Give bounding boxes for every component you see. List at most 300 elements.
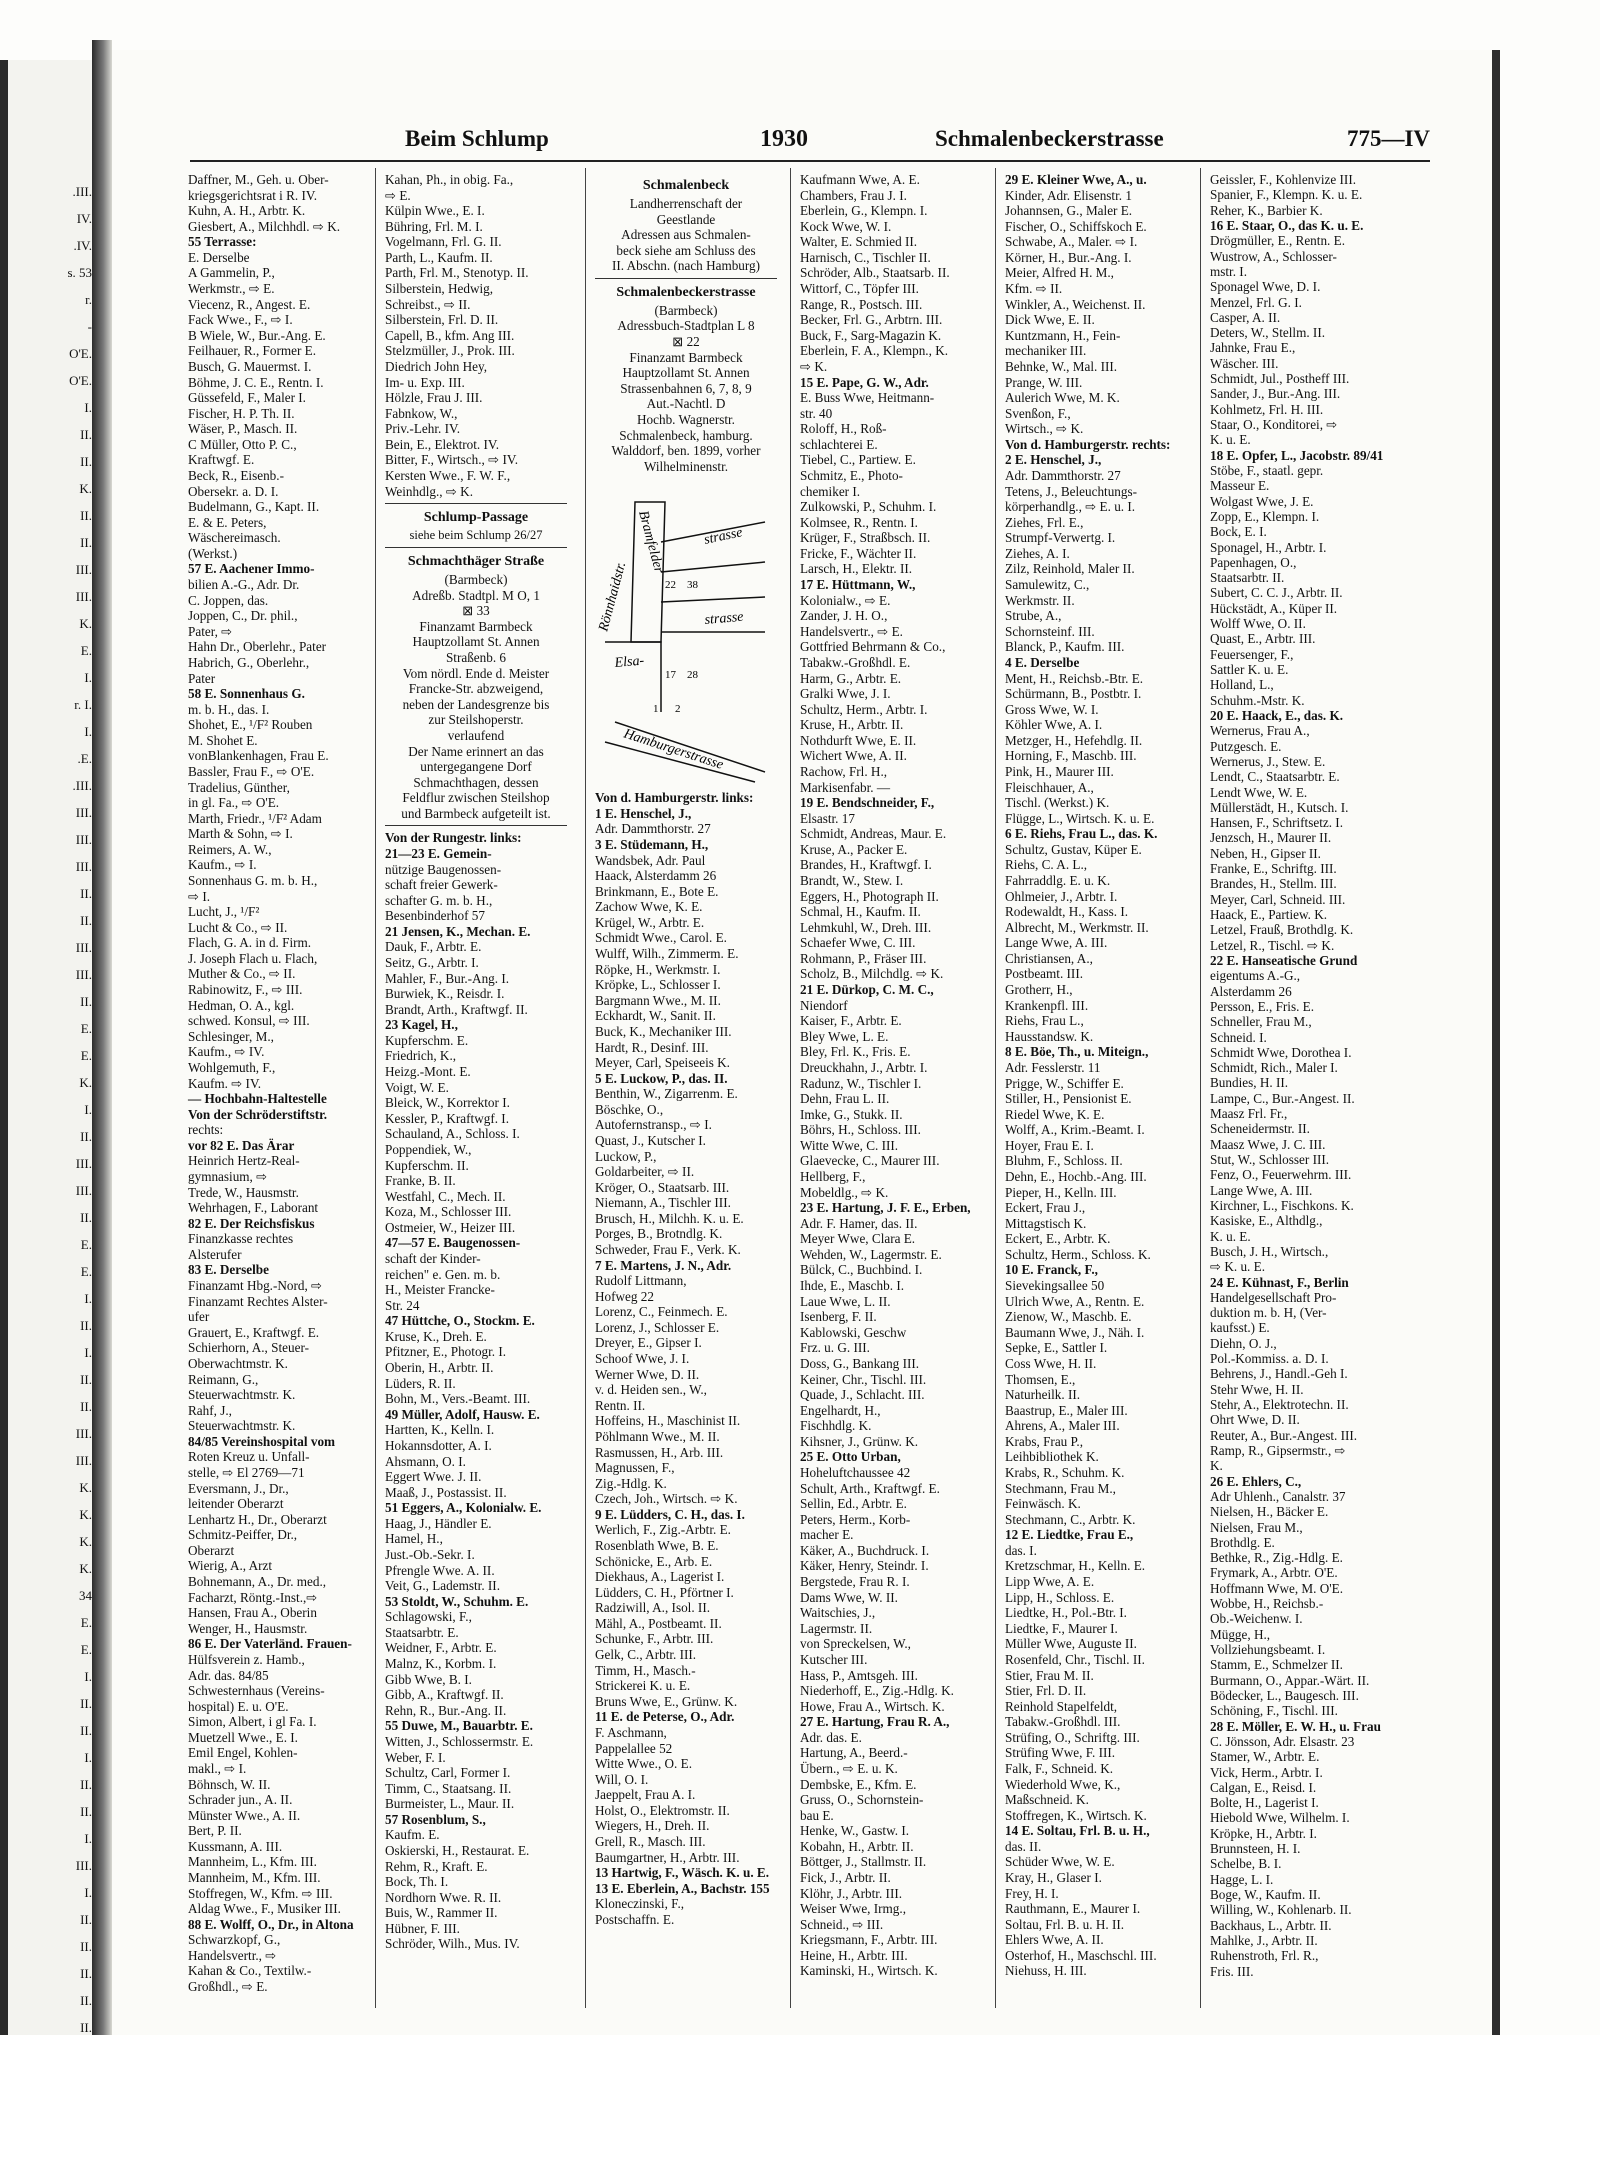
directory-entry: Schwesternhaus (Vereins- (188, 1683, 325, 1699)
directory-entry: kaufsst.) E. (1210, 1320, 1270, 1336)
directory-entry: Dreyer, E., Gipser I. (595, 1335, 702, 1351)
directory-entry: Niemann, A., Tischler III. (595, 1195, 731, 1211)
directory-entry: vonBlankenhagen, Frau E. (188, 748, 329, 764)
directory-entry: Seitz, G., Arbtr. I. (385, 955, 479, 971)
directory-entry: Bundies, H. II. (1210, 1075, 1289, 1091)
directory-entry: Oberin, H., Arbtr. II. (385, 1360, 494, 1376)
directory-entry: Brandes, H., Kraftwgf. I. (800, 857, 932, 873)
directory-entry: Kaiser, F., Arbtr. E. (800, 1013, 902, 1029)
directory-entry: Hübner, F. III. (385, 1920, 460, 1936)
directory-entry: Wenger, H., Hausmstr. (188, 1620, 308, 1636)
left-page-fragment: .III. (72, 184, 92, 199)
directory-entry: Schreibst., ⇨ II. (385, 296, 471, 312)
directory-entry: A Gammelin, P., (188, 265, 275, 281)
directory-entry: 18 E. Opfer, L., Jacobstr. 89/41 (1210, 447, 1384, 463)
directory-entry: Schweder, Frau F., Verk. K. (595, 1242, 741, 1258)
left-page-fragment: III. (75, 967, 92, 982)
directory-entry: Casper, A. II. (1210, 309, 1281, 325)
directory-entry: Gruss, O., Schornstein- (800, 1792, 924, 1808)
directory-entry: Köhler Wwe, A. I. (1005, 717, 1103, 733)
directory-entry: 53 Stoldt, W., Schuhm. E. (385, 1593, 529, 1609)
street-description-line: Feldflur zwischen Steilshop (402, 790, 550, 806)
passage-text: siehe beim Schlump 26/27 (409, 528, 543, 543)
directory-entry: Chambers, Frau J. I. (800, 187, 907, 203)
directory-entry: Diehn, O. J., (1210, 1335, 1277, 1351)
directory-entry: Hamel, H., (385, 1531, 443, 1547)
directory-entry: Bitter, F., Wirtsch., ⇨ IV. (385, 452, 518, 468)
directory-entry: Staar, O., Konditorei, ⇨ (1210, 417, 1338, 432)
directory-entry: Wulff, Wilh., Zimmerm. E. (595, 946, 739, 962)
directory-entry: Niederhoff, E., Zig.-Hdlg. K. (800, 1683, 954, 1699)
directory-entry: Gross Wwe, W. I. (1005, 701, 1099, 717)
directory-entry: Muetzell Wwe., E. I. (188, 1729, 298, 1745)
directory-entry: Schlagowski, F., (385, 1609, 472, 1625)
directory-entry: 55 Terrasse: (188, 234, 257, 250)
directory-entry: Wiegers, H., Dreh. II. (595, 1818, 710, 1834)
directory-entry: Zachow Wwe, K. E. (595, 899, 703, 915)
directory-entry: Svenßon, F., (1005, 405, 1071, 421)
directory-entry: Kruse, A., Packer E. (800, 841, 908, 857)
directory-entry: Wierig, A., Arzt (188, 1558, 273, 1574)
left-page-fragment: II. (80, 913, 92, 928)
directory-entry: Werlich, F., Zig.-Arbtr. E. (595, 1522, 731, 1538)
directory-entry: Bethke, R., Zig.-Hdlg. E. (1210, 1550, 1343, 1566)
street-description-line: Wilhelminenstr. (643, 458, 729, 474)
directory-entry: Feuersenger, F., (1210, 646, 1294, 662)
directory-entry: Kaufm. ⇨ IV. (188, 1075, 262, 1091)
directory-entry: Brunnsteen, H. I. (1210, 1841, 1301, 1857)
street-description-line: Hauptzollamt St. Annen (622, 365, 750, 381)
directory-entry: Ruhenstroth, Frl. R., (1210, 1948, 1319, 1964)
left-page-fragment: E. (80, 1615, 92, 1630)
left-page-fragment: II. (80, 1939, 92, 1954)
directory-entry: 3 E. Stüdemann, H., (595, 836, 709, 852)
directory-entry: K. (1210, 1458, 1223, 1474)
directory-entry: Bühring, Frl. M. I. (385, 218, 483, 234)
directory-entry: Postschaffn. E. (595, 1911, 675, 1927)
street-description-line: Francke-Str. abzweigend, (408, 681, 544, 697)
directory-entry: 21 Jensen, K., Mechan. E. (385, 923, 531, 939)
directory-entry: Walter, E. Schmied II. (800, 234, 918, 250)
directory-entry: Flügge, L., Wirtsch. K. u. E. (1005, 810, 1155, 826)
directory-entry: 12 E. Liedtke, Frau E., (1005, 1527, 1134, 1543)
schmalenbeck-description (595, 196, 777, 274)
directory-entry: Wolff Wwe, O. II. (1210, 616, 1306, 632)
directory-entry: Aldag Wwe., F., Musiker III. (188, 1901, 341, 1917)
directory-entry: Böhme, J. C. E., Rentn. I. (188, 374, 324, 390)
directory-entry: Haag, J., Händler E. (385, 1515, 492, 1531)
street-description-line: neben der Landesgrenze bis (402, 696, 550, 712)
directory-entry: Käker, Henry, Steindr. I. (800, 1558, 929, 1574)
header-street: Schmalenbeckerstrasse (935, 126, 1164, 151)
directory-entry: Pater, ⇨ (188, 623, 233, 639)
directory-entry: Wolgast Wwe, J. E. (1210, 493, 1314, 509)
directory-entry: Mobeldlg., ⇨ K. (800, 1184, 889, 1200)
directory-entry: Schelbe, B. I. (1210, 1856, 1282, 1872)
left-page-fragment: I. (84, 724, 92, 739)
directory-entry: Münster Wwe., A. II. (188, 1807, 301, 1823)
directory-entry: Schornsteinf. III. (1005, 623, 1095, 639)
directory-entry: Quast, J., Kutscher I. (595, 1132, 706, 1148)
map-street-elsa-upper (661, 597, 765, 602)
directory-entry: 8 E. Böe, Th., u. Miteign., (1005, 1044, 1149, 1060)
directory-entry: Kuhn, A. H., Arbtr. K. (188, 203, 306, 219)
directory-entry: Böschke, O., (595, 1101, 664, 1117)
directory-entry: Rauthmann, E., Maurer I. (1005, 1901, 1141, 1917)
directory-entry: Heizg.-Mont. E. (385, 1064, 471, 1080)
directory-entry: Burmann, O., Appar.-Wärt. II. (1210, 1672, 1370, 1688)
left-page-fragment: II. (80, 1777, 92, 1792)
directory-entry: K. u. E. (1210, 432, 1251, 448)
directory-entry: Horning, F., Maschb. III. (1005, 748, 1137, 764)
directory-entry: Zulkowski, P., Schuhm. I. (800, 499, 937, 515)
directory-entry: Reuter, A., Bur.-Angest. III. (1210, 1427, 1358, 1443)
directory-entry: Pater (188, 670, 216, 686)
directory-entry: Leihbibliothek K. (1005, 1449, 1099, 1465)
directory-entry: 84/85 Vereinshospital vom (188, 1433, 336, 1449)
directory-entry: vor 82 E. Das Ärar (188, 1137, 295, 1153)
directory-entry: Wichert Wwe, A. II. (800, 748, 907, 764)
scan-bottom-margin (0, 2035, 1600, 2177)
directory-entry: Drögmüller, E., Rentn. E. (1210, 233, 1345, 249)
left-page-fragment: E. (80, 1642, 92, 1657)
directory-entry: Fick, J., Arbtr. II. (800, 1870, 891, 1886)
left-page-fragment: II. (80, 1993, 92, 2008)
column-4 (800, 172, 982, 2002)
left-page-fragment: K. (79, 1561, 92, 1576)
directory-entry: Letzel, Frauß, Brothdlg. K. (1210, 922, 1354, 938)
directory-entry: Stelzmüller, J., Prok. III. (385, 343, 515, 359)
divider (595, 278, 777, 279)
street-title-schmachthaeger: Schmachthäger Straße (407, 554, 545, 570)
directory-entry: Kaufm. E. (385, 1827, 440, 1843)
directory-entry: Jahnke, Frau E., (1210, 340, 1296, 356)
directory-entry: Koza, M., Schlosser III. (385, 1204, 512, 1220)
directory-entry: Hölzle, Frau J. III. (385, 390, 483, 406)
directory-entry: Gelk, C., Arbtr. III. (595, 1647, 697, 1663)
directory-entry: 21 E. Dürkop, C. M. C., (800, 982, 934, 998)
directory-entry: Grauert, E., Kraftwgf. E. (188, 1324, 320, 1340)
left-page-fragment: II. (80, 1372, 92, 1387)
directory-entry: Goldarbeiter, ⇨ II. (595, 1164, 695, 1180)
directory-entry: Parth, L., Kaufm. II. (385, 249, 493, 265)
left-page-fragment: I. (84, 1669, 92, 1684)
directory-entry: 13 Hartwig, F., Wäsch. K. u. E. (595, 1865, 770, 1881)
directory-entry: Dembske, E., Kfm. E. (800, 1776, 917, 1792)
directory-entry: Wirtsch., ⇨ K. (1005, 421, 1084, 437)
directory-entry: Putzgesch. E. (1210, 738, 1282, 754)
directory-entry: F. Aschmann, (595, 1724, 667, 1740)
left-page-fragment: O'E. (69, 373, 92, 388)
directory-entry: Lipp Wwe, A. E. (1005, 1574, 1095, 1590)
directory-entry: bilien A.-G., Adr. Dr. (188, 577, 300, 593)
directory-entry: Hiebold Wwe, Wilhelm. I. (1210, 1810, 1350, 1826)
directory-entry: Pöhlmann Wwe., M. II. (595, 1428, 720, 1444)
left-page-fragment: s. 53 (67, 265, 92, 280)
directory-entry: Diedrich John Hey, (385, 358, 488, 374)
directory-entry: 25 E. Otto Urban, (800, 1449, 901, 1465)
directory-entry: Samulewitz, C., (1005, 577, 1090, 593)
directory-entry: Großhdl., ⇨ E. (188, 1979, 268, 1995)
directory-entry: Subert, C. C. J., Arbtr. II. (1210, 585, 1343, 601)
directory-entry: Im- u. Exp. III. (385, 374, 465, 390)
directory-entry: Hoffeins, H., Maschinist II. (595, 1413, 741, 1429)
directory-entry: Wernerus, Frau A., (1210, 723, 1310, 739)
directory-entry: Oberwachtmstr. K. (188, 1355, 288, 1371)
directory-entry: Schmidt, Rich., Maler I. (1210, 1060, 1338, 1076)
directory-entry: Schönicke, E., Arb. E. (595, 1553, 713, 1569)
directory-entry: duktion m. b. H, (Ver- (1210, 1305, 1327, 1321)
left-page-edge (0, 60, 92, 2035)
left-page-fragment: II. (80, 535, 92, 550)
directory-entry: Schoof Wwe, J. I. (595, 1351, 690, 1367)
directory-entry: 4 E. Derselbe (1005, 654, 1080, 670)
directory-entry: Poppendiek, W., (385, 1141, 472, 1157)
left-page-fragment: E. (80, 1237, 92, 1252)
directory-entry: Strüfing, O., Schriftg. III. (1005, 1729, 1140, 1745)
directory-entry: Dehn, Frau L. II. (800, 1091, 890, 1107)
left-page-fragment: II. (80, 886, 92, 901)
directory-entry: 9 E. Lüdders, C. H., das. I. (595, 1506, 745, 1522)
directory-entry: Albrecht, M., Werkmstr. II. (1005, 919, 1149, 935)
directory-entry: Thomsen, E., (1005, 1371, 1076, 1387)
left-page-fragment: II. (80, 427, 92, 442)
directory-entry: Ahrens, A., Maler III. (1005, 1418, 1120, 1434)
directory-entry: schwed. Konsul, ⇨ III. (188, 1013, 310, 1029)
street-description-line: Adressen aus Schmalen- (621, 227, 751, 243)
map-number: 22 (665, 579, 676, 592)
directory-entry: Lendt Wwe, W. E. (1210, 784, 1308, 800)
directory-entry: Eversmann, J., Dr., (188, 1480, 289, 1496)
column-rule (375, 168, 376, 2008)
directory-entry: kriegsgerichtsrat i R. IV. (188, 187, 318, 203)
left-page-fragment: K. (79, 1534, 92, 1549)
map-label-2: Rönnhaidstr. (596, 560, 630, 634)
directory-entry: Schüder Wwe, W. E. (1005, 1854, 1115, 1870)
directory-entry: Kihsner, J., Grünw. K. (800, 1433, 919, 1449)
directory-entry: Eckert, E., Arbtr. K. (1005, 1231, 1111, 1247)
directory-entry: Fahrraddlg. E. u. K. (1005, 873, 1111, 889)
directory-entry: Schwarzkopf, G., (188, 1932, 281, 1948)
directory-entry: Persson, E., Fris. E. (1210, 998, 1315, 1014)
directory-entry: Lüdders, C. H., Pförtner I. (595, 1584, 734, 1600)
directory-entry: Marth & Sohn, ⇨ I. (188, 826, 293, 842)
directory-entry: Weidner, F., Arbtr. E. (385, 1640, 497, 1656)
directory-entry: Klöhr, J., Arbtr. III. (800, 1885, 903, 1901)
directory-entry: Fack Wwe., F., ⇨ I. (188, 312, 293, 328)
directory-entry: Hellberg, F., (800, 1169, 866, 1184)
street-description-line: Vom nördl. Ende d. Meister (402, 665, 550, 681)
directory-entry: Eckert, Frau J., (1005, 1200, 1086, 1216)
directory-entry: Krabs, Frau P., (1005, 1433, 1084, 1449)
directory-entry: Ehlers Wwe, A. II. (1005, 1932, 1104, 1948)
directory-entry: Schröder, Alb., Staatsarb. II. (800, 265, 950, 281)
directory-entry: Wehden, W., Lagermstr. E. (800, 1246, 942, 1262)
directory-entry: M. Shohet E. (188, 732, 258, 748)
directory-entry: Niehuss, H. III. (1005, 1963, 1087, 1979)
directory-entry: Hahn Dr., Oberlehr., Pater (188, 639, 327, 655)
directory-entry: Stöbe, F., staatl. gepr. (1210, 462, 1324, 478)
directory-entry: Coss Wwe, H. II. (1005, 1355, 1097, 1371)
directory-entry: Von der Rungestr. links: (385, 830, 522, 846)
directory-entry: Adr. F. Hamer, das. II. (800, 1215, 918, 1231)
directory-entry: Ment, H., Reichsb.-Btr. E. (1005, 670, 1144, 686)
directory-entry: Emil Engel, Kohlen- (188, 1745, 298, 1761)
directory-entry: Schmitz-Peiffer, Dr., (188, 1527, 298, 1543)
street-description-line: und Barmbeck aufgeteilt ist. (401, 805, 551, 821)
left-page-fragment: III. (75, 1426, 92, 1441)
directory-entry: Fabnkow, W., (385, 405, 458, 421)
directory-entry: Strüfing Wwe, F. III. (1005, 1745, 1116, 1761)
street-title-schmalenbeck: Schmalenbeck (642, 178, 730, 193)
directory-entry: Wandsbek, Adr. Paul (595, 852, 706, 868)
directory-entry: Westfahl, C., Mech. II. (385, 1188, 506, 1204)
directory-entry: Calgan, E., Reisd. I. (1210, 1779, 1317, 1795)
directory-entry: Strumpf-Verwertg. I. (1005, 530, 1116, 546)
street-map-drawing (595, 482, 777, 782)
directory-entry: Schult, Arth., Kraftwgf. E. (800, 1480, 940, 1496)
left-page-fragment: II. (80, 994, 92, 1009)
left-page-fragment: E. (80, 643, 92, 658)
directory-entry: Hofweg 22 (595, 1288, 654, 1304)
directory-entry: Schultz, Gustav, Küper E. (1005, 841, 1142, 857)
directory-entry: 83 E. Derselbe (188, 1262, 269, 1278)
column-5 (1005, 172, 1187, 2002)
directory-entry: Kruse, K., Dreh. E. (385, 1328, 487, 1344)
directory-entry: Sievekingsallee 50 (1005, 1278, 1105, 1294)
directory-entry: Lipp, H., Schloss. E. (1005, 1589, 1115, 1605)
directory-entry: Baumann Wwe, J., Näh. I. (1005, 1324, 1145, 1340)
directory-entry: ⇨ E. (385, 187, 411, 203)
directory-entry: Laue Wwe, L. II. (800, 1293, 891, 1309)
directory-entry: Schultz, Carl, Former I. (385, 1765, 511, 1781)
directory-entry: Kloneczinski, F., (595, 1896, 685, 1912)
directory-entry: Papenhagen, O., (1210, 554, 1297, 570)
directory-entry: Jaeppelt, Frau A. I. (595, 1787, 696, 1803)
directory-entry: Radziwill, A., Isol. II. (595, 1600, 711, 1616)
column-3-entries (595, 790, 777, 1927)
directory-entry: Obersekr. a. D. I. (188, 483, 279, 499)
directory-entry: Oskierski, H., Restaurat. E. (385, 1842, 530, 1858)
directory-entry: Wäscher. III. (1210, 355, 1279, 371)
directory-entry: Maßschneid. K. (1005, 1792, 1089, 1808)
directory-entry: Kruse, H., Arbtr. II. (800, 717, 904, 733)
map-street-upper-lower (661, 562, 765, 572)
directory-entry: Weber, F. I. (385, 1749, 446, 1765)
directory-entry: Tradelius, Günther, (188, 779, 290, 795)
directory-entry: 11 E. de Peterse, O., Adr. (595, 1709, 735, 1725)
directory-entry: Schultz, Herm., Arbtr. I. (800, 701, 928, 717)
directory-entry: Krabs, R., Schuhm. K. (1005, 1464, 1125, 1480)
directory-entry: Bassler, Frau F., ⇨ O'E. (188, 763, 315, 779)
directory-entry: Schröder, Wilh., Mus. IV. (385, 1936, 520, 1952)
directory-entry: Adr. Fesslerstr. 11 (1005, 1059, 1101, 1075)
left-page-fragment: II. (80, 1912, 92, 1927)
directory-entry: Porges, B., Brotndlg. K. (595, 1226, 723, 1242)
directory-entry: Lange Wwe, A. III. (1005, 935, 1108, 951)
directory-entry: 6 E. Riehs, Frau L., das. K. (1005, 826, 1158, 842)
directory-entry: das. I. (1005, 1542, 1037, 1558)
directory-entry: Dams Wwe, W. II. (800, 1589, 898, 1605)
directory-entry: Ziehes, Frl. E., (1005, 514, 1084, 530)
directory-entry: Kuntzmann, H., Fein- (1005, 327, 1121, 343)
map-label-4: Elsa- (614, 653, 645, 672)
directory-entry: Strube, A., (1005, 608, 1062, 624)
directory-entry: Ahsmann, O. I. (385, 1453, 466, 1469)
directory-entry: Bohn, M., Vers.-Beamt. III. (385, 1391, 531, 1407)
directory-entry: Schneller, Frau M., (1210, 1014, 1312, 1030)
directory-entry: Becker, Frl. G., Arbtrn. III. (800, 312, 943, 328)
directory-entry: Rachow, Frl. H., (800, 763, 888, 779)
map-number: 17 (665, 669, 676, 682)
directory-entry: Fischer, H. P. Th. II. (188, 405, 295, 421)
directory-entry: Wittorf, C., Töpfer III. (800, 281, 919, 297)
directory-entry: Daffner, M., Geh. u. Ober- (188, 172, 329, 187)
directory-entry: Fleischhauer, A., (1005, 779, 1094, 795)
directory-entry: Mähl, A., Postbeamt. II. (595, 1615, 722, 1631)
directory-entry: Autofernstransp., ⇨ I. (595, 1117, 712, 1133)
directory-entry: Adr. das. 84/85 (188, 1667, 269, 1683)
directory-entry: von Spreckelsen, W., (800, 1636, 911, 1652)
directory-entry: macher E. (800, 1527, 854, 1543)
directory-entry: Eggers, H., Photograph II. (800, 888, 939, 904)
directory-entry: Pieper, H., Kelln. III. (1005, 1184, 1117, 1200)
directory-entry: Deters, W., Stellm. II. (1210, 325, 1326, 341)
directory-entry: Marth, Friedr., ¹/F² Adam (188, 810, 322, 826)
directory-entry: Buck, K., Mechaniker III. (595, 1023, 732, 1039)
directory-entry: Reimers, A. W., (188, 841, 272, 857)
street-description-line: (Barmbeck) (444, 572, 508, 588)
directory-entry: Fischer, O., Schiffskoch E. (1005, 218, 1147, 234)
directory-entry: Kahan & Co., Textilw.- (188, 1963, 312, 1979)
directory-entry: Fenz, O., Feuerwehrm. III. (1210, 1167, 1352, 1183)
directory-entry: Postbeamt. III. (1005, 966, 1084, 982)
directory-entry: str. 40 (800, 405, 833, 421)
left-page-fragment: III. (75, 1156, 92, 1171)
directory-entry: Bödecker, L., Baugesch. III. (1210, 1687, 1359, 1703)
directory-entry: 23 Kagel, H., (385, 1017, 458, 1033)
directory-entry: Bülck, C., Buchbind. I. (800, 1262, 923, 1278)
directory-entry: Stechmann, Frau M., (1005, 1480, 1116, 1496)
directory-entry: Müller Wwe, Auguste II. (1005, 1636, 1137, 1652)
directory-entry: Mahler, F., Bur.-Ang. I. (385, 970, 510, 986)
directory-entry: 57 Rosenblum, S., (385, 1811, 486, 1827)
directory-entry: Kfm. ⇨ II. (1005, 281, 1063, 297)
directory-entry: Liedtke, H., Pol.-Btr. I. (1005, 1605, 1127, 1621)
directory-entry: Lorenz, J., Schlosser E. (595, 1319, 720, 1335)
map-label-3: strasse (702, 525, 744, 549)
directory-entry: E. & E. Peters, (188, 514, 267, 530)
directory-entry: Just.-Ob.-Sekr. I. (385, 1546, 475, 1562)
directory-entry: Pink, H., Maurer III. (1005, 763, 1114, 779)
directory-entry: Veit, G., Lademstr. II. (385, 1578, 500, 1594)
directory-entry: Strickerei K. u. E. (595, 1678, 691, 1694)
directory-entry: Ulrich Wwe, A., Rentn. E. (1005, 1293, 1145, 1309)
directory-entry: Mahlke, J., Arbtr. II. (1210, 1932, 1318, 1948)
directory-entry: Hass, P., Amtsgeh. III. (800, 1667, 918, 1683)
directory-entry: Ohlmeier, J., Arbtr. I. (1005, 888, 1118, 904)
directory-entry: Rosenfeld, Chr., Tischl. II. (1005, 1651, 1145, 1667)
directory-entry: m. b. H., das. I. (188, 701, 270, 717)
column-rule (995, 168, 996, 2008)
directory-entry: Rentn. II. (595, 1397, 646, 1413)
column-rule (1200, 168, 1201, 2008)
directory-entry: 47—57 E. Baugenossen- (385, 1235, 521, 1251)
directory-entry: hospital) E. u. O'E. (188, 1698, 289, 1714)
directory-entry: Maaß, J., Postassist. II. (385, 1484, 507, 1500)
directory-entry: Heine, H., Arbtr. III. (800, 1947, 908, 1963)
directory-entry: Nothdurft Wwe, E. II. (800, 732, 917, 748)
